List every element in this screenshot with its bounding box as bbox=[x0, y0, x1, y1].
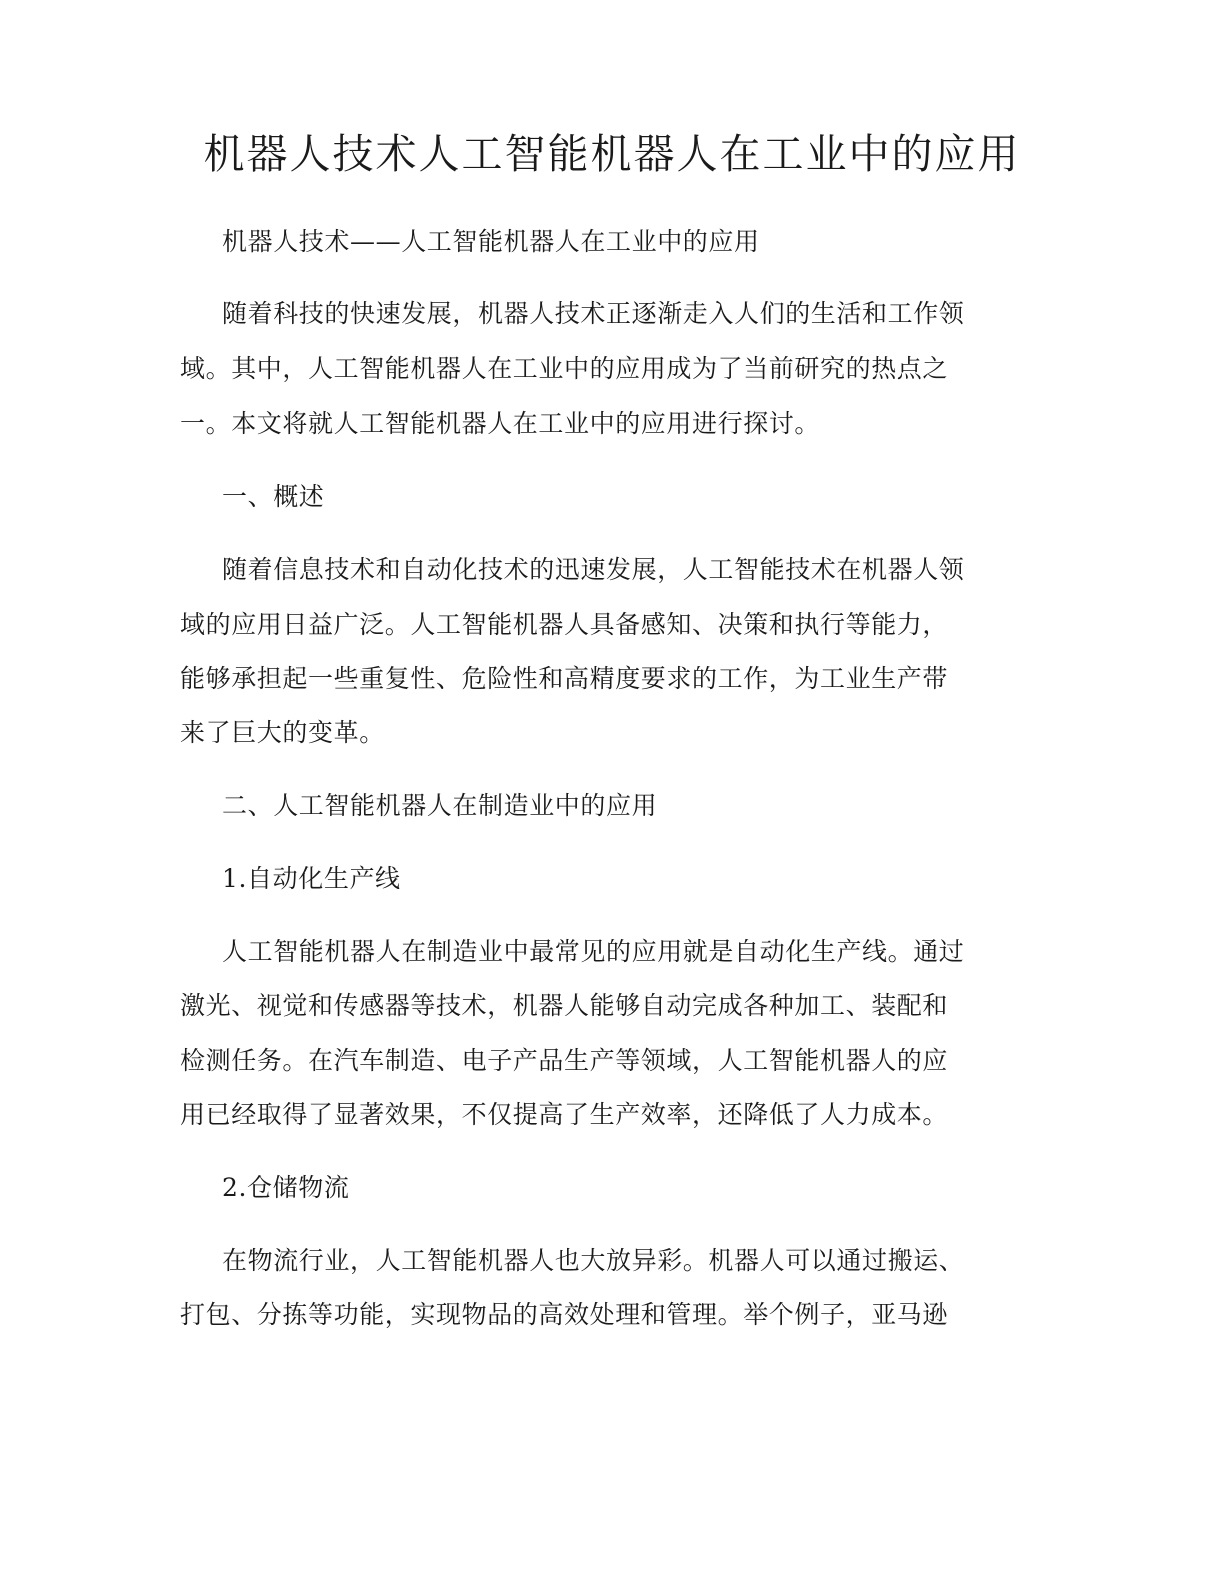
paragraph-line: 用已经取得了显著效果，不仅提高了生产效率，还降低了人力成本。 bbox=[180, 1100, 949, 1129]
paragraph-line: 能够承担起一些重复性、危险性和高精度要求的工作，为工业生产带 bbox=[180, 664, 949, 693]
paragraph-line: 来了巨大的变革。 bbox=[180, 718, 385, 747]
subsection-heading: 2.仓储物流 bbox=[222, 1173, 350, 1202]
paragraph-line: 检测任务。在汽车制造、电子产品生产等领域，人工智能机器人的应 bbox=[180, 1046, 949, 1075]
paragraph-line: 激光、视觉和传感器等技术，机器人能够自动完成各种加工、装配和 bbox=[180, 991, 949, 1020]
paragraph-line: 一。本文将就人工智能机器人在工业中的应用进行探讨。 bbox=[180, 409, 821, 438]
paragraph-line: 随着信息技术和自动化技术的迅速发展，人工智能技术在机器人领 bbox=[222, 555, 965, 584]
paragraph-line: 域。其中，人工智能机器人在工业中的应用成为了当前研究的热点之 bbox=[180, 354, 949, 383]
paragraph-line: 在物流行业，人工智能机器人也大放异彩。机器人可以通过搬运、 bbox=[222, 1246, 965, 1275]
paragraph-line: 打包、分拣等功能，实现物品的高效处理和管理。举个例子，亚马逊 bbox=[180, 1300, 949, 1329]
paragraph-line: 随着科技的快速发展，机器人技术正逐渐走入人们的生活和工作领 bbox=[222, 299, 965, 328]
section-heading: 二、人工智能机器人在制造业中的应用 bbox=[222, 791, 658, 820]
paragraph-line: 域的应用日益广泛。人工智能机器人具备感知、决策和执行等能力， bbox=[180, 610, 949, 639]
paragraph-line: 人工智能机器人在制造业中最常见的应用就是自动化生产线。通过 bbox=[222, 937, 965, 966]
section-heading: 一、概述 bbox=[222, 482, 325, 511]
subsection-heading: 1.自动化生产线 bbox=[222, 864, 401, 893]
subtitle-line: 机器人技术——人工智能机器人在工业中的应用 bbox=[222, 227, 760, 256]
document-title: 机器人技术人工智能机器人在工业中的应用 bbox=[203, 130, 1021, 178]
